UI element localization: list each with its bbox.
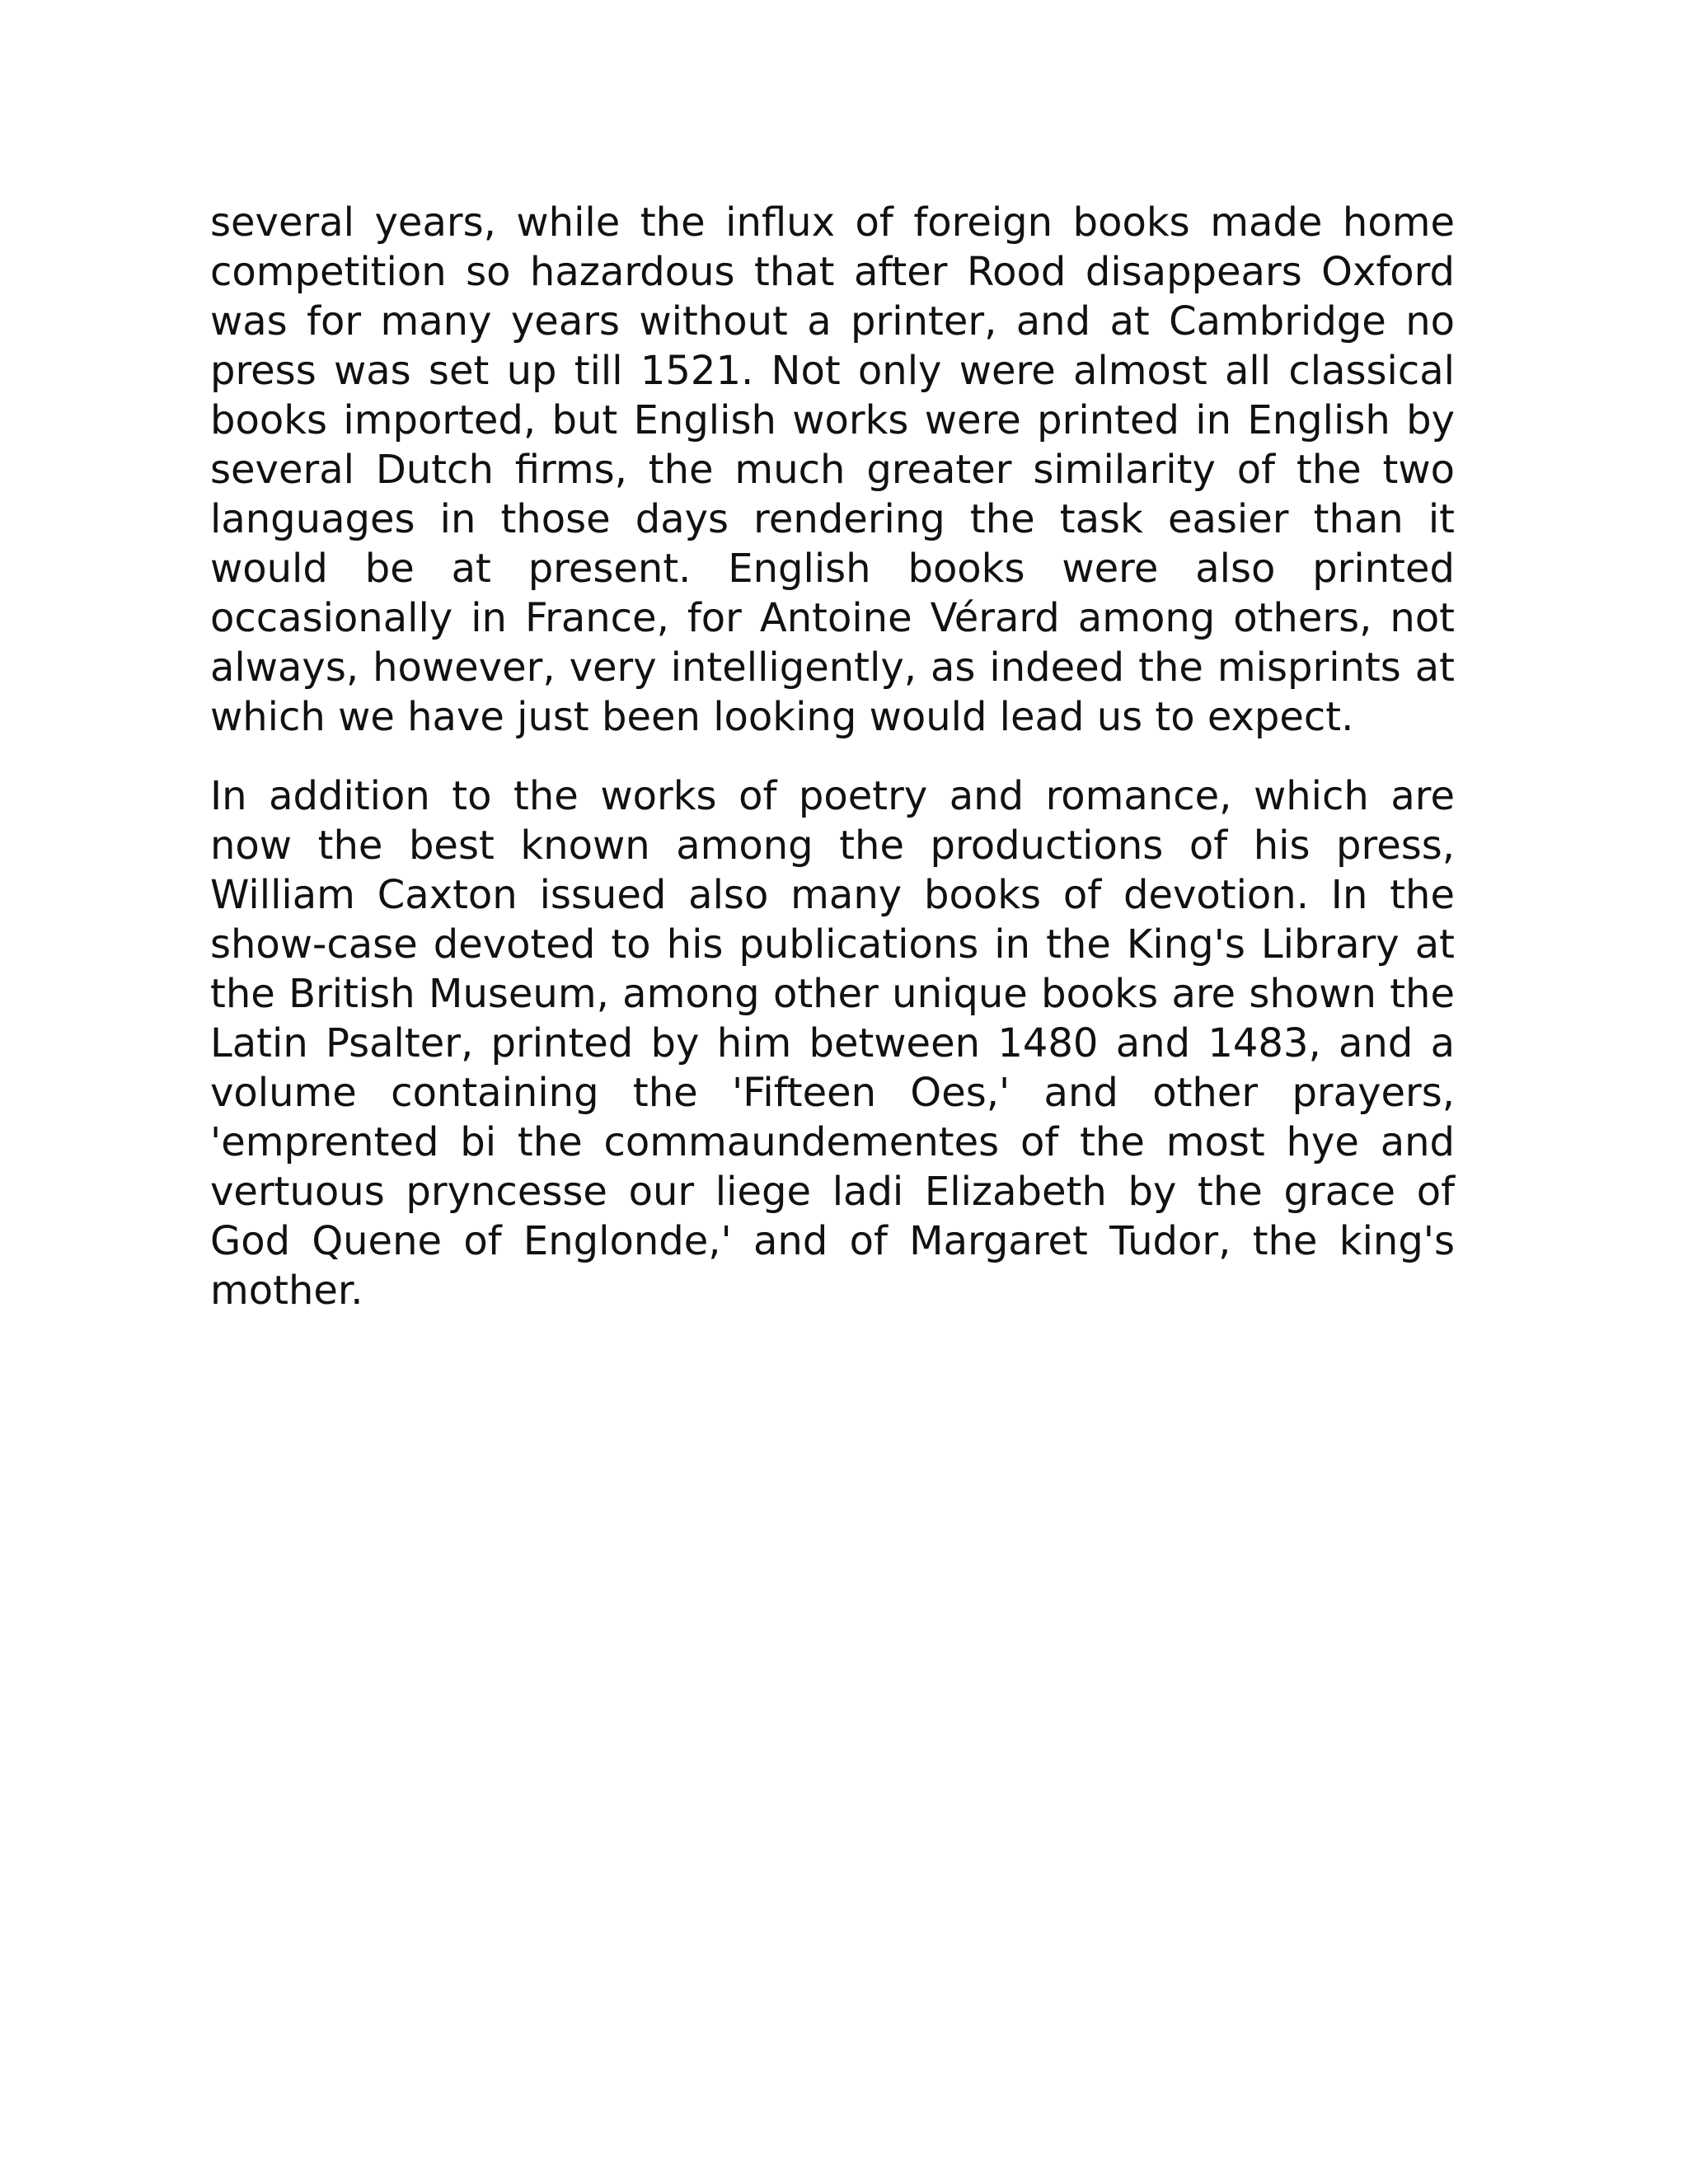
paragraph-1: several years, while the influx of foreign books made home competition so hazardous that after Rood disappears Oxford was for many years without a printer, and at Cambridge no press was set up till 1521. Not only were almost all classical books imported, but English works were printed in English by several Dutch firms, the much greater similarity of the two languages in those days rendering the task easier than it would be at present. English books were also printed occasionally in France, for Antoine Vérard among others, not always, however, very intelligently, as indeed the misprints at which we have just been looking would lead us to expect. [210,199,1455,740]
paragraph-2: In addition to the works of poetry and romance, which are now the best known among the productions of his press, William Caxton issued also many books of devotion. In the show-case devoted to his publications in the King's Library at the British Museum, among other unique books are shown the Latin Psalter, printed by him between 1480 and 1483, and a volume containing the 'Fifteen Oes,' and other prayers, 'emprented bi the commaundementes of the most hye and vertuous pryncesse our liege ladi Elizabeth by the grace of God Quene of Englonde,' and of Margaret Tudor, the king's mother. [210,773,1455,1314]
body-text [210,198,1455,1345]
